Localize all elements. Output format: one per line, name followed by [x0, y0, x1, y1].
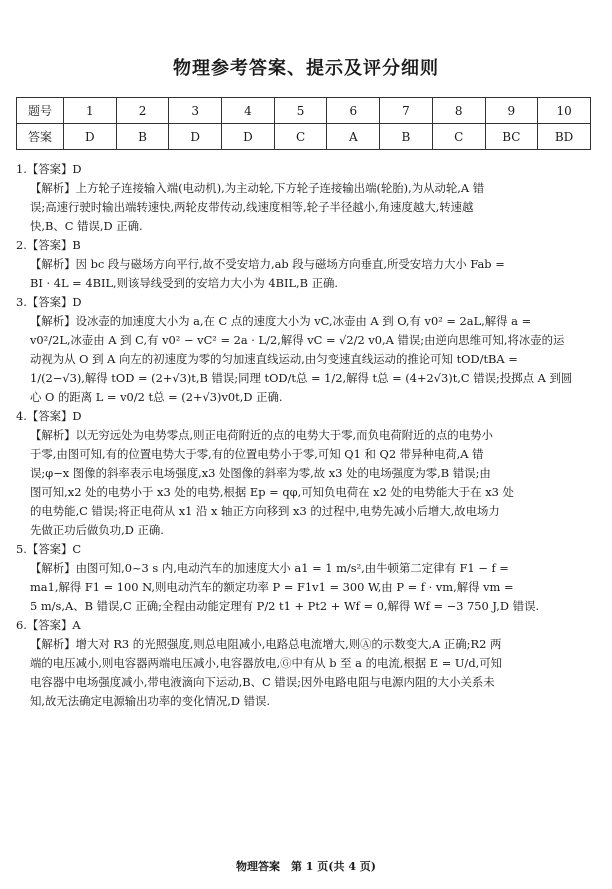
page-footer: 物理答案 第 1 页(共 4 页) [235, 860, 377, 873]
question-number: 10 [538, 98, 591, 124]
answer-line: 3.【答案】D [16, 295, 82, 309]
analysis-line: 于零,由图可知,有的位置电势大于零,有的位置电势小于零,可知 Q1 和 Q2 带异种电荷,A 错 [30, 447, 484, 461]
question-number: 8 [432, 98, 485, 124]
analysis-line: 先做正功后做负功,D 正确. [30, 523, 164, 537]
answer-line: 2.【答案】B [16, 238, 81, 252]
question-number: 1 [64, 98, 117, 124]
analysis-line: 【解析】因 bc 段与磁场方向平行,故不受安培力,ab 段与磁场方向垂直,所受安培力大小 Fab = [30, 257, 505, 271]
answer-table [16, 97, 591, 150]
question-number: 6 [327, 98, 380, 124]
question-number: 9 [485, 98, 538, 124]
analysis-line: 的电势能,C 错误;将正电荷从 x1 沿 x 轴正方向移到 x3 的过程中,电势先减小后增大,故电场力 [30, 504, 500, 518]
analysis-line: 心 O 的距离 L = v0/2 t总 = (2+√3)v0t,D 正确. [30, 390, 283, 404]
analysis-line: 【解析】由图可知,0~3 s 内,电动汽车的加速度大小 a1 = 1 m/s²,由牛顿第二定律有 F1 − f = [30, 561, 509, 575]
analysis-line: 端的电压减小,则电容器两端电压减小,电容器放电,Ⓖ中有从 b 至 a 的电流,根据 E = U/d,可知 [30, 656, 503, 670]
answer-cell: D [64, 124, 117, 150]
answer-cell: B [116, 124, 169, 150]
analysis-line: 【解析】增大对 R3 的光照强度,则总电阻减小,电路总电流增大,则Ⓐ的示数变大,A 正确;R2 两 [30, 637, 502, 651]
question-number: 2 [116, 98, 169, 124]
question-number: 7 [380, 98, 433, 124]
answer-table-answer-row [17, 124, 591, 150]
answer-cell: A [327, 124, 380, 150]
analysis-line: 【解析】上方轮子连接输入端(电动机),为主动轮,下方轮子连接输出端(轮胎),为从动轮,A 错 [30, 181, 485, 195]
analysis-line: 误;高速行驶时输出端转速快,两轮皮带传动,线速度相等,轮子半径越小,角速度越大,转速越 [30, 200, 474, 214]
row-label-number: 题号 [17, 98, 64, 124]
answer-table-number-row [17, 98, 591, 124]
answer-cell: B [380, 124, 433, 150]
analysis-line: 5 m/s,A、B 错误,C 正确;全程由动能定理有 P/2 t1 + Pt2 + Wf = 0,解得 Wf = −3 750 J,D 错误. [30, 599, 540, 613]
analysis-line: 快,B、C 错误,D 正确. [30, 219, 143, 233]
answer-cell: D [222, 124, 275, 150]
page-title: 物理参考答案、提示及评分细则 [173, 58, 439, 79]
answer-line: 4.【答案】D [16, 409, 82, 423]
answer-line: 5.【答案】C [16, 542, 82, 556]
analysis-line: ma1,解得 F1 = 100 N,则电动汽车的额定功率 P = F1v1 = 300 W,由 P = f · vm,解得 vm = [30, 580, 514, 594]
row-label-answer: 答案 [17, 124, 64, 150]
solutions [16, 160, 600, 711]
question-number: 4 [222, 98, 275, 124]
question-number: 5 [274, 98, 327, 124]
analysis-line: 动视为从 O 到 A 向左的初速度为零的匀加速直线运动,由匀变速直线运动的推论可知 tOD/tBA = [30, 352, 518, 366]
analysis-line: 误;φ−x 图像的斜率表示电场强度,x3 处图像的斜率为零,故 x3 处的电场强度为零,B 错误;由 [30, 466, 491, 480]
answer-cell: C [432, 124, 485, 150]
analysis-line: 知,故无法确定电源输出功率的变化情况,D 错误. [30, 694, 271, 708]
analysis-line: v0²/2L,冰壶由 A 到 C,有 v0² − vC² = 2a · L/2,解得 vC = √2/2 v0,A 错误;由逆向思维可知,将冰壶的运 [30, 333, 565, 347]
analysis-line: BI · 4L = 4BIL,则该导线受到的安培力大小为 4BIL,B 正确. [30, 276, 339, 290]
answer-line: 1.【答案】D [16, 162, 82, 176]
answer-cell: BD [538, 124, 591, 150]
analysis-line: 图可知,x2 处的电势小于 x3 处的电势,根据 Ep = qφ,可知负电荷在 x2 处的电势能大于在 x3 处 [30, 485, 514, 499]
analysis-line: 【解析】以无穷远处为电势零点,则正电荷附近的点的电势大于零,而负电荷附近的点的电势小 [30, 428, 493, 442]
analysis-line: 1/(2−√3),解得 tOD = (2+√3)t,B 错误;同理 tOD/t总 = 1/2,解得 t总 = (4+2√3)t,C 错误;投掷点 A 到圆 [30, 371, 573, 385]
question-number: 3 [169, 98, 222, 124]
analysis-line: 电容器中电场强度减小,带电液滴向下运动,B、C 错误;因外电路电阻与电源内阻的大小关系未 [30, 675, 495, 689]
answer-cell: BC [485, 124, 538, 150]
analysis-line: 【解析】设冰壶的加速度大小为 a,在 C 点的速度大小为 vC,冰壶由 A 到 O,有 v0² = 2aL,解得 a = [30, 314, 532, 328]
answer-cell: D [169, 124, 222, 150]
answer-cell: C [274, 124, 327, 150]
answer-line: 6.【答案】A [16, 618, 81, 632]
